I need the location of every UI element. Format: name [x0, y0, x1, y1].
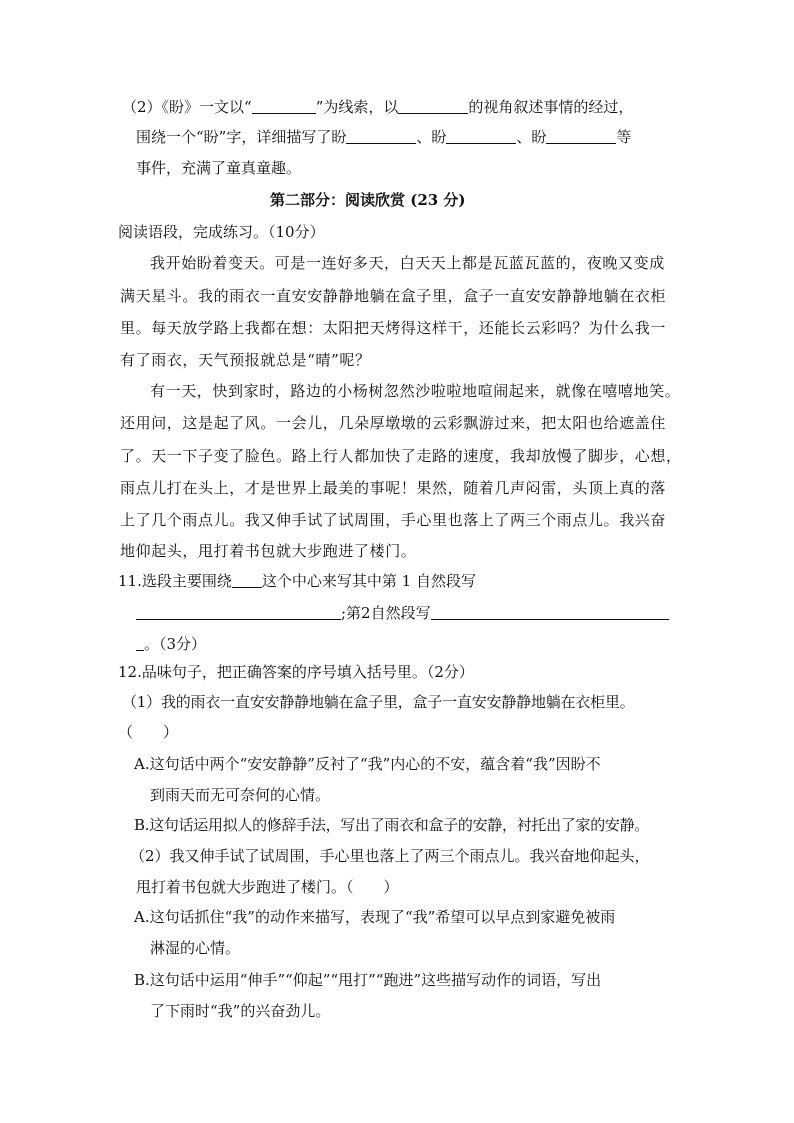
- answer-blank[interactable]: [446, 127, 516, 144]
- answer-blank[interactable]: [136, 634, 144, 651]
- q12-sentence-2: （2）我又伸手试了试周围，手心里也落上了两三个雨点儿。我兴奋地仰起头，: [130, 847, 650, 865]
- passage-line: 有了雨衣，天气预报就总是“晴”呢？: [120, 351, 371, 369]
- q2-line-1: [122, 97, 633, 117]
- q2-text: 事件，充满了童真童趣。: [136, 159, 302, 177]
- answer-blank[interactable]: [232, 571, 262, 588]
- option-a1-cont: 到雨天而无可奈何的心情。: [150, 786, 331, 804]
- answer-blank[interactable]: [431, 603, 669, 620]
- passage-line: 雨点儿打在头上，才是世界上最美的事呢！果然，随着几声闷雷，头顶上真的落: [120, 479, 667, 497]
- option-b2: B.这句话中运用“伸手”“仰起”“甩打”“跑进”这些描写动作的词语，写出: [134, 971, 602, 989]
- answer-blank[interactable]: [136, 603, 341, 620]
- q11-line-3: [136, 634, 206, 654]
- answer-paren[interactable]: （ ）: [118, 723, 179, 741]
- passage-line: 我开始盼着变天。可是一连好多天，白天天上都是瓦蓝瓦蓝的，夜晚又变成: [150, 254, 665, 272]
- passage-line: 里。每天放学路上我都在想：太阳把天烤得这样干，还能长云彩吗？为什么我一: [120, 319, 667, 337]
- part-two-title: 第二部分：阅读欣赏 (23 分): [270, 191, 466, 209]
- passage-line: 了。天一下子变了脸色。路上行人都加快了走路的速度，我却放慢了脚步，心想，: [120, 447, 682, 465]
- q12-stem: 12.品味句子，把正确答案的序号填入括号里。（2分）: [118, 663, 474, 681]
- q2-text: 围绕一个“盼”字，详细描写了盼: [136, 128, 347, 146]
- q2-text: 、盼: [516, 128, 547, 146]
- passage-line: 还用问，这是起了风。一会儿，几朵厚墩墩的云彩飘游过来，把太阳也给遮盖住: [120, 414, 667, 432]
- reading-instruction: 阅读语段，完成练习。（10分）: [118, 223, 325, 241]
- option-a1: A.这句话中两个“安安静静”反衬了“我”内心的不安，蕴含着“我”因盼不: [134, 755, 601, 773]
- q2-text: 的视角叙述事情的经过，: [468, 98, 634, 116]
- passage-line: 上了几个雨点儿。我又伸手试了试周围，手心里也落上了两三个雨点儿。我兴奋: [120, 511, 667, 529]
- q2-text: （2）《盼》一文以“: [122, 98, 252, 116]
- q11-text: 11.选段主要围绕: [118, 572, 232, 590]
- passage-line: 满天星斗。我的雨衣一直安安静静地躺在盒子里，盒子一直安安静静地躺在衣柜: [120, 287, 667, 305]
- q11-text: 。（3分）: [144, 635, 207, 653]
- q12-sentence-2-cont[interactable]: 甩打着书包就大步跑进了楼门。（ ）: [136, 878, 399, 896]
- option-a2: A.这句话抓住“我”的动作来描写，表现了“我”希望可以早点到家避免被雨: [134, 908, 616, 926]
- passage-line: 地仰起头，甩打着书包就大步跑进了楼门。: [120, 542, 417, 560]
- q11-line-1: [118, 571, 476, 591]
- q2-text: 、盼: [416, 128, 447, 146]
- q2-line-3: [136, 158, 301, 178]
- q11-line-2: [136, 603, 669, 623]
- q2-line-2: [136, 127, 631, 147]
- answer-blank[interactable]: [546, 127, 616, 144]
- option-b2-cont: 了下雨时“我”的兴奋劲儿。: [150, 1002, 331, 1020]
- answer-blank[interactable]: [252, 97, 316, 114]
- q2-text: ”为线索，以: [315, 98, 399, 116]
- option-a2-cont: 淋湿的心情。: [150, 939, 241, 957]
- passage-line: 有一天，快到家时，路边的小杨树忽然沙啦啦地喧闹起来，就像在嘻嘻地笑。: [150, 382, 681, 400]
- option-b1: B.这句话运用拟人的修辞手法，写出了雨衣和盒子的安静，衬托出了家的安静。: [134, 816, 649, 834]
- q11-text: 这个中心来写其中第 1 自然段写: [261, 572, 476, 590]
- answer-blank[interactable]: [398, 97, 468, 114]
- q11-text: ;第2自然段写: [341, 604, 431, 622]
- q12-sentence-1: （1）我的雨衣一直安安静静地躺在盒子里，盒子一直安安静静地躺在衣柜里。: [122, 693, 635, 711]
- answer-blank[interactable]: [346, 127, 416, 144]
- q2-text: 等: [616, 128, 632, 146]
